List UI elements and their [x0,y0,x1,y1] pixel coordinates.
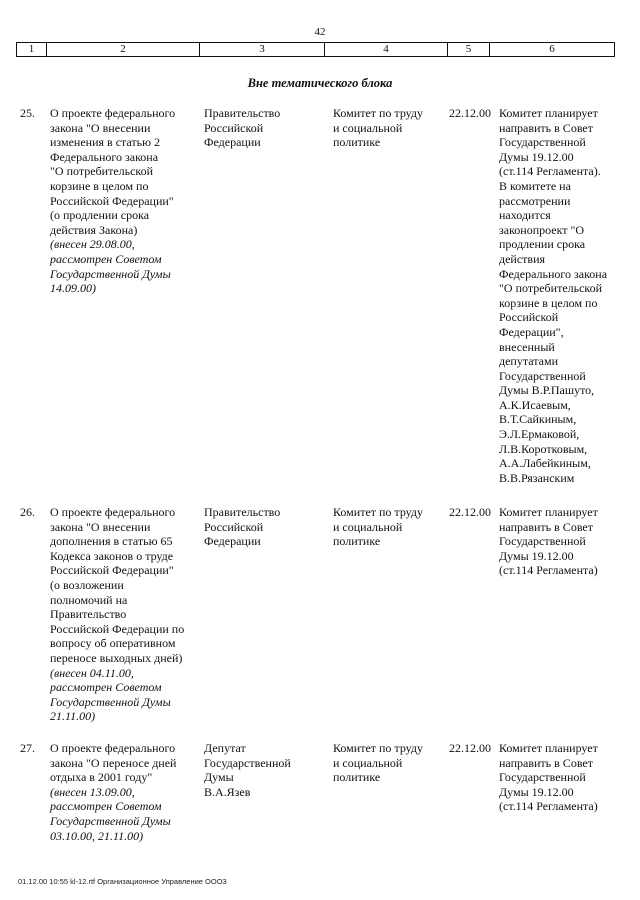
column-header-2: 2 [47,43,200,57]
bill-title-line: изменения в статью 2 [50,135,161,150]
committee-status-line: законопроект "О [499,222,585,237]
column-header-6: 6 [490,43,615,57]
bill-note-line: (внесен 04.11.00, [50,665,134,680]
column-header-table [16,42,615,57]
bill-author-line: В.А.Язев [204,784,251,799]
committee-status-line: Думы 19.12.00 [499,149,574,164]
committee-status-line: (ст.114 Регламента) [499,799,598,814]
responsible-committee-line: политике [333,135,381,150]
bill-title [50,106,200,296]
column-header-1: 1 [17,43,47,57]
row-number: 25. [20,106,35,120]
committee-status [499,505,619,578]
committee-status-line: действия [499,251,546,266]
bill-note-line: Государственной Думы [50,694,171,709]
bill-author-line: Правительство [204,106,281,120]
bill-title-line: закона "О внесении [50,519,151,534]
bill-note-line: рассмотрен Советом [50,680,162,695]
committee-status-line: Государственной [499,770,586,785]
bill-author-line: Правительство [204,505,281,519]
section-title: Вне тематического блока [247,76,393,90]
committee-status-line: Государственной [499,534,586,549]
committee-status-line: (ст.114 Регламента). [499,164,601,179]
committee-status-line: направить в Совет [499,120,593,135]
committee-status-line: Комитет планирует [499,741,598,755]
responsible-committee [333,505,445,549]
bill-title-line: (о возложении [50,577,124,592]
bill-title-line: полномочий на [50,592,128,607]
responsible-committee-line: Комитет по труду [333,741,424,755]
bill-author-line: Российской [204,519,264,534]
committee-status [499,741,619,814]
row-number: 27. [20,741,35,755]
committee-status-line: внесенный [499,339,555,354]
committee-status-line: Думы 19.12.00 [499,784,574,799]
committee-status-line: корзине в целом по [499,295,598,310]
bill-author-line: Федерации [204,135,261,150]
page-number: 42 [314,26,326,38]
responsible-committee-line: и социальной [333,519,403,534]
bill-title [50,741,200,843]
committee-status-line: направить в Совет [499,519,593,534]
column-header-5: 5 [448,43,490,57]
bill-author-line: Российской [204,120,264,135]
column-header-4: 4 [325,43,448,57]
bill-title-line: О проекте федерального [50,505,176,519]
committee-status-line: Российской [499,310,559,325]
bill-title-line: (о продлении срока [50,208,150,223]
committee-status-line: Л.В.Коротковым, [499,441,588,456]
bill-title-line: отдыха в 2001 году" [50,770,153,785]
bill-title-line: закона "О переносе дней [50,755,177,770]
committee-status-line: Комитет планирует [499,505,598,519]
committee-status-line: Федерации", [499,324,564,339]
row-number: 26. [20,505,35,519]
bill-note-line: рассмотрен Советом [50,251,162,266]
bill-note-line: (внесен 29.08.00, [50,237,135,252]
bill-note-line: рассмотрен Советом [50,799,162,814]
committee-status-line: рассмотрении [499,193,571,208]
committee-status-line: находится [499,208,551,223]
bill-title-line: Федерального закона [50,149,159,164]
committee-status-line: направить в Совет [499,755,593,770]
bill-title-line: "О потребительской [50,164,154,179]
responsible-committee [333,106,445,150]
bill-title-line: О проекте федерального [50,106,176,120]
bill-author-line: Государственной [204,755,291,770]
committee-status-line: В.Т.Сайкиным, [499,412,577,427]
bill-title-line: вопросу об оперативном [50,636,176,651]
bill-note-line: Государственной Думы [50,266,171,281]
committee-status-line: "О потребительской [499,281,603,296]
bill-title [50,505,200,724]
committee-status-line: Государственной [499,368,586,383]
bill-note-line: (внесен 13.09.00, [50,784,135,799]
bill-author-line: Депутат [204,741,246,755]
bill-title-line: корзине в целом по [50,178,149,193]
bill-author-line: Федерации [204,534,261,549]
bill-author [204,505,324,549]
responsible-committee-line: и социальной [333,755,403,770]
responsible-committee-line: Комитет по труду [333,106,424,120]
bill-note-line: 03.10.00, 21.11.00) [50,828,144,843]
committee-status-line: Комитет планирует [499,106,598,120]
review-date: 22.12.00 [449,505,491,519]
footer-text: 01.12.00 10:55 kl-12.rtf Организационное Управление ООО3 [18,877,227,886]
bill-author [204,741,324,799]
bill-title-line: дополнения в статью 65 [50,534,173,549]
bill-note-line: 21.11.00) [50,709,96,724]
review-date: 22.12.00 [449,106,491,120]
responsible-committee [333,741,445,785]
committee-status-line: продлении срока [499,237,586,252]
review-date: 22.12.00 [449,741,491,755]
bill-title-line: переносе выходных дней) [50,650,183,665]
responsible-committee-line: политике [333,770,381,785]
committee-status-line: Думы В.Р.Пашуто, [499,383,595,398]
committee-status-line: А.А.Лабейкиным, [499,456,591,471]
bill-title-line: Правительство [50,607,127,622]
committee-status [499,106,619,485]
committee-status-line: Э.Л.Ермаковой, [499,427,580,442]
committee-status-line: Федерального закона [499,266,608,281]
committee-status-line: Думы 19.12.00 [499,548,574,563]
bill-note-line: 14.09.00) [50,281,96,296]
committee-status-line: депутатами [499,354,558,369]
bill-title-line: Российской Федерации" [50,563,174,578]
committee-status-line: (ст.114 Регламента) [499,563,598,578]
column-header-3: 3 [200,43,325,57]
committee-status-line: В комитете на [499,178,571,193]
committee-status-line: Государственной [499,135,586,150]
bill-author-line: Думы [204,770,234,785]
responsible-committee-line: Комитет по труду [333,505,424,519]
committee-status-line: А.К.Исаевым, [499,397,571,412]
bill-title-line: О проекте федерального [50,741,176,755]
bill-title-line: Российской Федерации по [50,621,185,636]
bill-title-line: Российской Федерации" [50,193,174,208]
committee-status-line: В.В.Рязанским [499,470,575,485]
bill-title-line: закона "О внесении [50,120,151,135]
bill-title-line: действия Закона) [50,222,138,237]
responsible-committee-line: политике [333,534,381,549]
bill-note-line: Государственной Думы [50,813,171,828]
bill-title-line: Кодекса законов о труде [50,548,174,563]
responsible-committee-line: и социальной [333,120,403,135]
bill-author [204,106,324,150]
